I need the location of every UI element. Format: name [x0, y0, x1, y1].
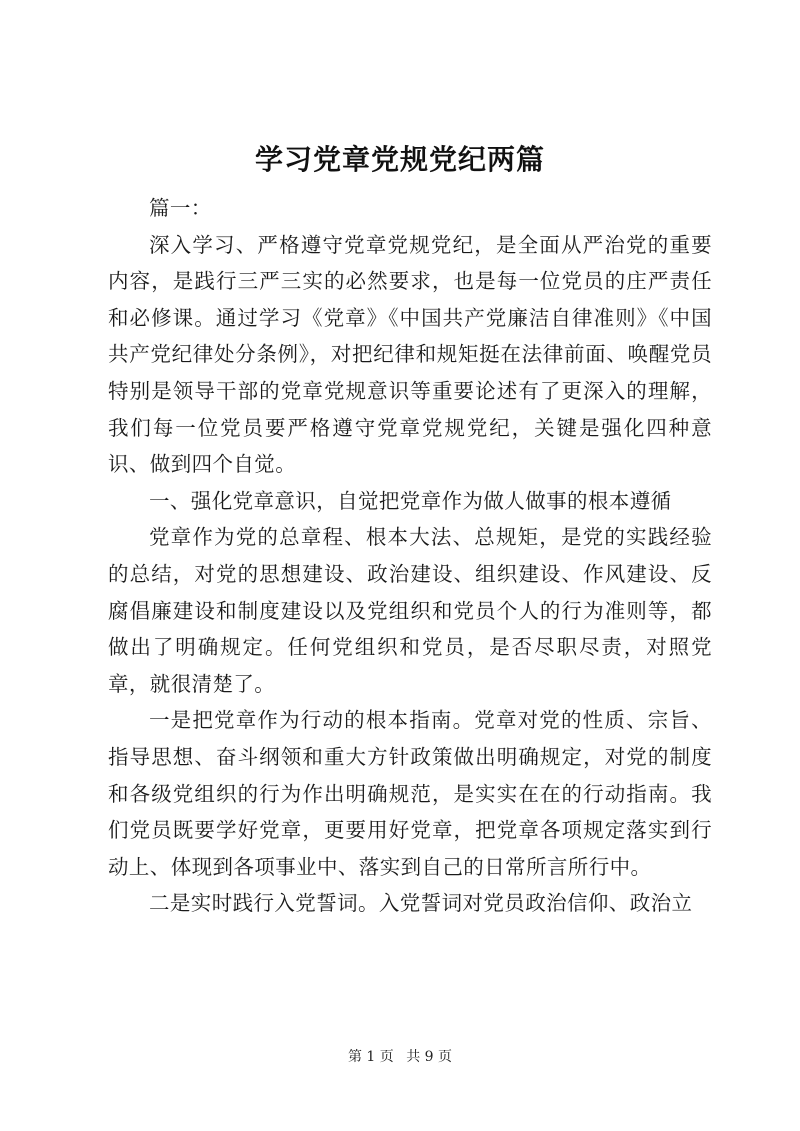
page-number: 第 1 页 [347, 1049, 394, 1065]
paragraph-party-constitution: 党章作为党的总章程、根本大法、总规矩，是党的实践经验的总结，对党的思想建设、政治建设、组织建设、作风建设、反腐倡廉建设和制度建设以及党组织和党员个人的行为准则等，都做出了明确规定。任何党组织和党员，是否尽职尽责，对照党章，就很清楚了。 [108, 525, 712, 696]
paragraph-point-two: 二是实时践行入党誓词。入党誓词对党员政治信仰、政治立 [149, 891, 693, 916]
document-title: 学习党章党规党纪两篇 [254, 143, 545, 176]
paragraph-point-one: 一是把党章作为行动的根本指南。党章对党的性质、宗旨、指导思想、奋斗纲领和重大方针政策做出明确规定，对党的制度和各级党组织的行为作出明确规范，是实实在在的行动指南。我们党员既要学好党章，更要用好党章，把党章各项规定落实到行动上、体现到各项事业中、落实到自己的日常所言所行中。 [108, 708, 712, 879]
page-total: 共 9 页 [406, 1049, 453, 1065]
section-heading-part-one: 篇一： [149, 196, 212, 220]
section-heading-one: 一、强化党章意识，自觉把党章作为做人做事的根本遵循 [149, 488, 672, 513]
document-body [108, 190, 712, 922]
paragraph-intro: 深入学习、严格遵守党章党规党纪，是全面从严治党的重要内容，是践行三严三实的必然要求，也是每一位党员的庄严责任和必修课。通过学习《党章》《中国共产党廉洁自律准则》《中国共产党纪律处分条例》，对把纪律和规矩挺在法律前面、唤醒党员特别是领导干部的党章党规意识等重要论述有了更深入的理解，我们每一位党员要严格遵守党章党规党纪，关键是强化四种意识、做到四个自觉。 [108, 232, 712, 477]
page-footer [0, 1046, 800, 1066]
